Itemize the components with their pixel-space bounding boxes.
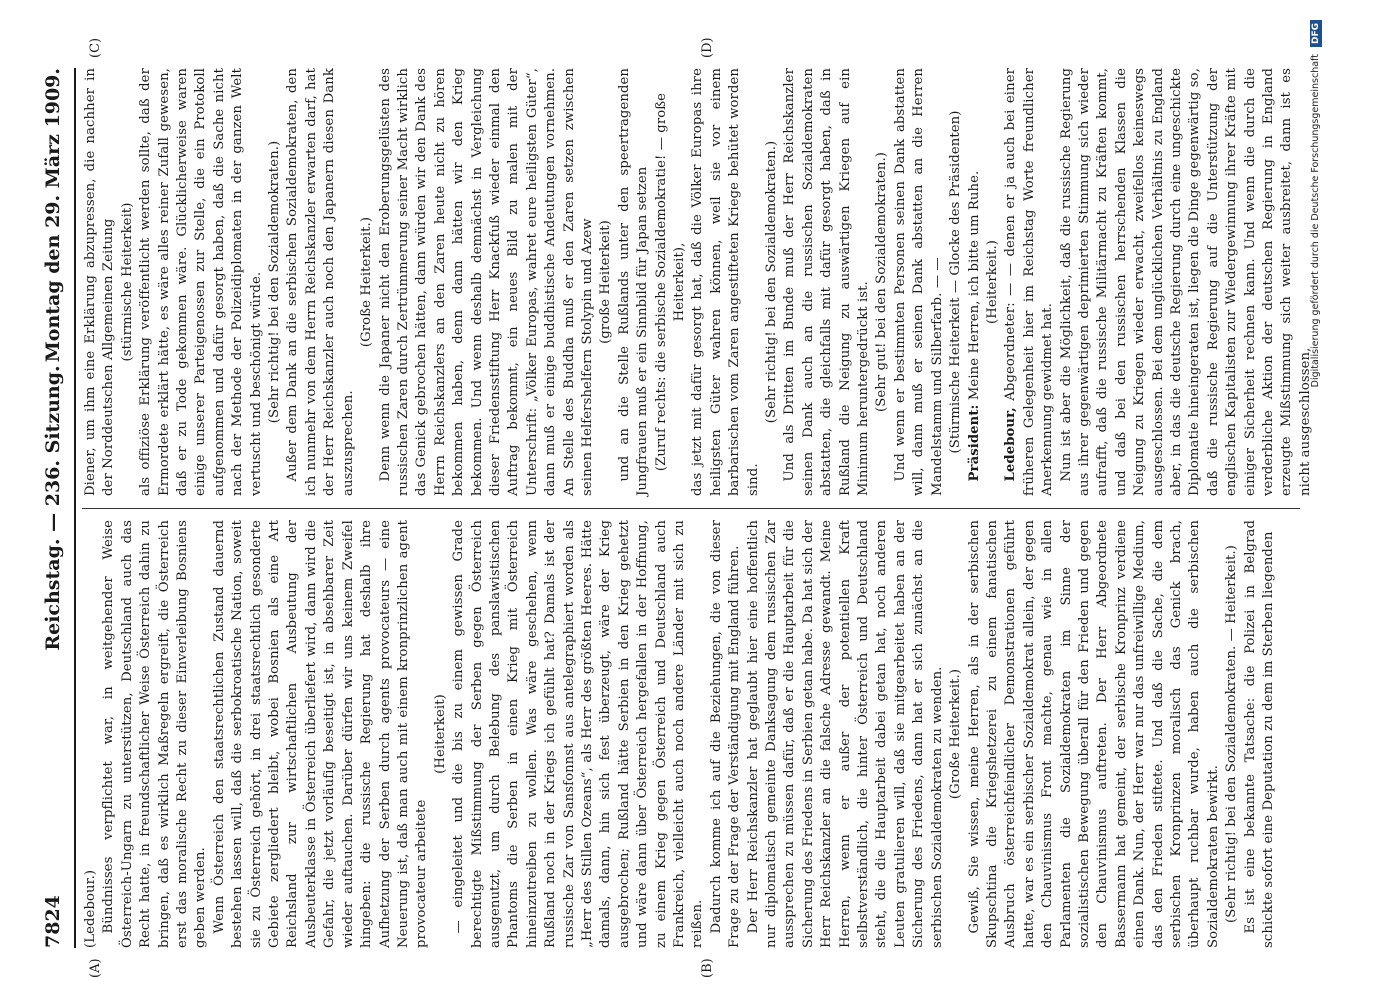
interjection: (Stürmische Heiterkeit — Glocke des Präsidenten) <box>948 110 964 454</box>
paragraph: — eingeleitet und die bis zu einem gewissen Grade berechtigte Mißstimmung der Serben gegen Österreich ausgenutzt, um durch Belebung des panslawistischen Phantoms die Serben in einen Krieg mit Österreich hineinzutreiben zu wollen. Was wäre geschehen, wenn Rußland noch in der Kriegs ich gefühlt hat? Damals ist der russische Zar von Sansfonnst aus antelegraphiert worden als „Herr des Stillen Ozeans“, als Herr des größten Heeres. Hätte damals, dann, hin sich fest überzeugt, wäre der Krieg ausgebrochen; Rußland hätte Serbien in den Krieg gehetzt und wäre dann über Österreich hergefallen in der Hoffnung, zu einem Krieg gegen Österreich und Deutschland auch Frankreich, vielleicht auch noch andere Länder mit sich zu reißen. <box>451 520 706 948</box>
paragraph: das jetzt mit dafür gesorgt hat, daß die Völker Europas ihre heiligsten Güter wahren können, weil sie vor einem barbarischen vom Zaren angestifteten Kriege behütet worden sind. <box>690 68 761 496</box>
left-column <box>82 520 1300 948</box>
margin-marker-a: (A) <box>88 958 103 978</box>
page-header <box>42 68 70 948</box>
paragraph: Wenn Österreich den staatsrechtlichen Zustand dauernd bestehen lassen will, daß die serbokroatische Nation, soweit sie zu Österreich gehört, in drei staatsrechtlich gesonderte Gebiete zergliedert bleibt, wobei Bosnien als eine Art Reichsland zur wirtschaftlichen Ausbeutung der Ausbeuterklasse in Österreich überliefert wird, dann wird die Gefahr, die jetzt vorläufig beseitigt ist, in absehbarer Zeit wieder auftauchen. Darüber dürfen wir uns keinem Zweifel hingeben: die russische Regierung hat deshalb ihre Aufhetzung der Serben durch agents provocateurs — eine Neuerung ist, daß man auch mit einem kronprinzlichen agent provocateur arbeitete <box>211 520 430 948</box>
speaker-tag: (Ledebour.) <box>83 869 98 948</box>
interjection: (Heiterkeit) <box>432 694 448 774</box>
paragraph: Bündnisses verpflichtet war, in weitgehender Weise Österreich-Ungarn zu unterstützen, Deutschland auch das Recht hatte, in freundschaftlicher Weise Österreich dahin zu bringen, daß es wirklich Maßregeln ergreift, die Österreich erst das moralische Recht zu dieser Einverleibung Bosniens geben werden. <box>101 520 209 948</box>
paragraph: Und als Dritten im Bunde muß der Herr Reichskanzler seinen Dank auch an die russischen Sozialdemokraten abstatten, die gleichfalls mit dafür gesorgt haben, daß in Rußland die Neigung zu auswärtigen Kriegen auf ein Minimum heruntergedrückt ist. <box>782 68 872 496</box>
interjection: (Große Heiterkeit.) <box>948 668 964 800</box>
interjection: (Zuruf rechts: die serbische Sozialdemokratie! — große Heiterkeit), <box>653 92 687 472</box>
interjection: (Sehr richtig! bei den Sozialdemokraten.) <box>764 140 780 424</box>
column-divider <box>82 508 1300 509</box>
session-title: Reichstag. — 236. Sitzung. <box>42 365 64 651</box>
interjection: (Große Heiterkeit.) <box>359 216 375 348</box>
paragraph: Der Herr Reichskanzler hat geglaubt hier eine hoffentlich nur diplomatisch gemeinte Danksagung dem russischen Zar aussprechen zu müssen dafür, daß er die Hauptarbeit für die Sicherung des Friedens in Serbien getan habe. Da hat sich der Herr Reichskanzler an die falsche Adresse gewandt. Meine Herren, wenn er außer der potentiellen Kraft selbstverständlich, die hinter Österreich und Deutschland steht, die die Hauptarbeit dabei getan hat, noch anderen Leuten gratulieren will, daß sie mitgearbeitet haben an der Sicherung des Friedens, dann hat er sich zunächst an die serbischen Sozialdemokraten zu wenden. <box>745 520 945 948</box>
speaker-paragraph <box>1002 68 1057 496</box>
paragraph: als offiziöse Erklärung veröffentlicht werden sollte, daß der Ermordete erklärt hätte, es wäre alles reiner Zufall gewesen, daß er zu Tode gekommen wäre. Glücklicherweise waren einige unserer Parteigenossen zur Stelle, die ein Protokoll aufgenommen und dafür gesorgt haben, daß die Sache nicht nach der Methode der Polizeidiplomaten in der ganzen Welt vertuscht und beschönigt würde. <box>138 68 264 496</box>
speaker-name: Ledebour, <box>1003 407 1019 482</box>
header-rule <box>74 68 76 948</box>
paragraph: Gewiß, Sie wissen, meine Herren, als in der serbischen Skupschtina die Kriegshetzerei zu einem fanatischen Ausbruch österreichfeindlicher Demonstrationen geführt hatte, war es ein serbischer Sozialdemokrat allein, der gegen den Chauvinismus Front machte, genau wie in allen Parlamenten die Sozialdemokraten im Sinne der sozialistischen Bewegung überall für den Frieden und gegen den Chauvinismus auftreten. Der Herr Abgeordnete Bassermann hat gemeint, der serbische Kronprinz verdiene einen Dank. Nun, der Herr war nur das unfreiwillige Medium, das den Frieden stiftete. Und daß die Sache, die dem serbischen Kronprinzen moralisch das Genick brach, überhaupt ruchbar wurde, haben auch die serbischen Sozialdemokraten bewirkt. <box>966 520 1221 948</box>
interjection: (große Heiterkeit) <box>598 220 614 344</box>
paragraph: Nun ist aber die Möglichkeit, daß die russische Regierung aus ihrer gegenwärtigen deprimierten Stimmung sich wieder aufrafft, daß die russische Militärmacht zu Kräften kommt, und daß bei den russischen herrschenden Klassen die Neigung zu Kriegen wieder erwacht, zweifellos keineswegs ausgeschlossen. Bei dem unglücklichen Verhältnis zu England aber, in das die deutsche Regierung durch eine ungeschickte Diplomatie hineingeraten ist, liegen die Dinge gegenwärtig so, daß die russische Regierung auf die Unterstützung der englischen Kapitalisten zur Wiedergewinnung ihrer Kräfte mit einiger Sicherheit rechnen kann. Und wenn die durch die verderbliche Aktion der deutschen Regierung in England erzeugte Mißstimmung sich weiter ausbreitet, dann ist es nicht ausgeschlossen, <box>1058 68 1313 496</box>
interjection: (Sehr richtig! bei den Sozialdemokraten.) <box>267 140 283 424</box>
digitization-footer <box>1310 20 1322 387</box>
interjection: (Sehr richtig! bei den Sozialdemokraten. — Heiterkeit.) <box>1224 545 1240 923</box>
paragraph: Außer dem Dank an die serbischen Sozialdemokraten, den ich nunmehr von dem Herrn Reichskanzler erwarten darf, hat der Herr Reichskanzler auch noch den Japanern diesen Dank auszusprechen. <box>285 68 356 496</box>
paragraph: Denn wenn die Japaner nicht den Eroberungsgelüsten des russischen Zaren durch Zertrümmerung seiner Macht wirklich das Genick gebrochen hätten, dann würden wir den Dank des Herrn Reichskanzlers an den Zaren heute nicht zu hören bekommen haben, denn dann hätten wir den Krieg bekommen. Und wenn deshalb demnächst in Vergleichung dieser Friedensstiftung Herr Knackfuß wieder einmal den Auftrag bekommt, ein neues Bild zu malen mit der Unterschrift: „Völker Europas, wahret eure heiligsten Güter“, dann muß er einige buddhistische Andeutungen vornehmen. An Stelle des Buddha muß er den Zaren setzen zwischen seinen Helfershelfern Stolypin und Azew <box>377 68 595 496</box>
paragraph: Es ist eine bekannte Tatsache: die Polizei in Belgrad schickte sofort eine Deputation zu dem im Sterben liegenden <box>1242 520 1276 948</box>
speech-text: Meine Herren, ich bitte um Ruhe. <box>966 170 982 401</box>
dfg-logo: DFG <box>1310 20 1322 47</box>
right-column <box>82 67 1313 496</box>
interjection: (stürmische Heiterkeit) <box>119 202 135 362</box>
paragraph: Dadurch komme ich auf die Beziehungen, die von dieser Frage zu der Frage der Verständigung mit England führen. <box>708 520 743 948</box>
margin-marker-c: (C) <box>88 37 103 58</box>
paragraph: und an die Stelle Rußlands unter den speertragenden Jungfrauen muß er ein Sinnbild für Japan setzen <box>616 68 651 496</box>
paragraph: Und wenn er bestimmten Personen seinen Dank abstatten will, dann muß er seinen Dank abstatten an die Herren Mandelstamm und Silberfarb. — — <box>892 68 945 496</box>
speaker-paragraph <box>966 68 984 496</box>
speech-text: Abgeordneter: — — denen er ja auch bei einer früheren Gelegenheit hier im Reichstag Worte freundlicher Anerkennung gewidmet hat. <box>1003 67 1056 496</box>
footer-text: Digitalisierung gefördert durch die Deutsche Forschungsgemeinschaft <box>1310 54 1321 388</box>
interjection: (Sehr gut! bei den Sozialdemokraten.) <box>874 152 890 412</box>
session-date: Montag den 29. März 1909. <box>42 68 64 363</box>
paragraph: Diener, um ihm eine Erklärung abzupressen, die nachher in der Norddeutschen Allgemeinen Zeitung <box>83 68 117 496</box>
speaker-name: Präsident: <box>966 404 982 482</box>
margin-marker-d: (D) <box>700 37 715 58</box>
page-number: 7824 <box>42 895 64 948</box>
interjection: (Heiterkeit.) <box>984 239 1000 325</box>
margin-marker-b: (B) <box>700 958 715 978</box>
